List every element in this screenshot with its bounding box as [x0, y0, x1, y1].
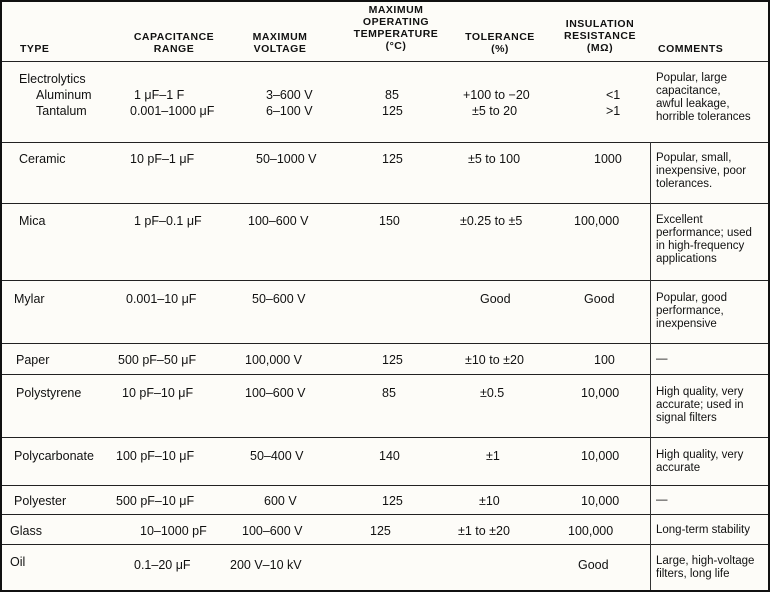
comment-line: performance; used [656, 227, 752, 239]
row-divider [2, 61, 768, 62]
type-cell: Mylar [14, 292, 45, 306]
row-divider [2, 514, 768, 515]
capacitance-cell: 10 pF–10 μF [122, 386, 194, 400]
row-divider [2, 437, 768, 438]
temperature-cell: 150 [379, 214, 400, 228]
comment-line: horrible tolerances [656, 111, 751, 123]
voltage-cell: 100–600 V [248, 214, 309, 228]
header-voltage [240, 31, 320, 55]
capacitance-cell: 0.001–1000 μF [130, 104, 215, 118]
insulation-cell: >1 [606, 104, 621, 118]
header-type-text: TYPE [20, 43, 50, 55]
header-temperature-line: (°C) [385, 40, 407, 52]
voltage-cell: 100,000 V [245, 353, 302, 367]
comment-line: filters, long life [656, 568, 730, 580]
type-cell: Polystyrene [16, 386, 82, 400]
comments-cell [656, 353, 768, 366]
temperature-cell: 125 [382, 104, 403, 118]
header-insulation-line: RESISTANCE [564, 30, 636, 42]
header-temperature-line: MAXIMUM [368, 4, 424, 16]
row-divider [2, 374, 768, 375]
capacitance-cell: 500 pF–50 μF [118, 353, 197, 367]
comment-line: performance, [656, 305, 724, 317]
comment-line: tolerances. [656, 178, 713, 190]
comment-line: Popular, large [656, 72, 727, 84]
header-voltage-line: VOLTAGE [253, 43, 307, 55]
header-capacitance [120, 31, 228, 55]
voltage-cell: 50–600 V [252, 292, 306, 306]
header-temperature [350, 4, 442, 52]
comment-line: Large, high-voltage [656, 555, 755, 567]
comment-line: Popular, small, [656, 152, 732, 164]
header-tolerance [454, 31, 546, 55]
type-cell: Oil [10, 555, 26, 569]
row-divider [2, 343, 768, 344]
type-cell: Polycarbonate [14, 449, 94, 463]
row-divider [2, 142, 768, 143]
insulation-cell: 10,000 [581, 386, 620, 400]
type-cell: Polyester [14, 494, 67, 508]
tolerance-cell: +100 to −20 [463, 88, 530, 102]
comments-cell [656, 152, 768, 191]
type-cell: Paper [16, 353, 50, 367]
voltage-cell: 50–1000 V [256, 152, 317, 166]
comments-column-divider [650, 142, 651, 590]
row-divider [2, 544, 768, 545]
voltage-cell: 50–400 V [250, 449, 304, 463]
header-voltage-line: MAXIMUM [252, 31, 308, 43]
comment-line: Long-term stability [656, 524, 750, 536]
tolerance-cell: ±10 [479, 494, 500, 508]
header-temperature-line: TEMPERATURE [353, 28, 439, 40]
capacitance-cell: 0.001–10 μF [126, 292, 197, 306]
voltage-cell: 600 V [264, 494, 297, 508]
type-cell: Glass [10, 524, 42, 538]
row-divider [2, 203, 768, 204]
comments-cell [656, 72, 768, 124]
type-cell: Mica [19, 214, 46, 228]
voltage-cell: 6–100 V [266, 104, 313, 118]
type-cell: Electrolytics [19, 72, 86, 86]
insulation-cell: 10,000 [581, 449, 620, 463]
comments-cell [656, 292, 768, 331]
comments-cell [656, 386, 768, 425]
row-divider [2, 485, 768, 486]
header-tolerance-line: (%) [491, 43, 509, 55]
comment-line: capacitance, [656, 85, 721, 97]
comments-cell [656, 524, 768, 537]
comment-line: inexpensive, poor [656, 165, 747, 177]
subtype-cell: Aluminum [36, 88, 92, 102]
comment-line: Popular, good [656, 292, 727, 304]
comment-line: inexpensive [656, 318, 717, 330]
insulation-cell: Good [584, 292, 615, 306]
header-tolerance-line: TOLERANCE [465, 31, 535, 43]
comment-line: accurate; used in [656, 399, 744, 411]
comment-line: signal filters [656, 412, 717, 424]
tolerance-cell: ±0.5 [480, 386, 505, 400]
temperature-cell: 125 [382, 353, 403, 367]
temperature-cell: 85 [382, 386, 396, 400]
header-insulation-line: (MΩ) [586, 42, 614, 54]
insulation-cell: 100,000 [568, 524, 614, 538]
comments-cell [656, 214, 768, 266]
tolerance-cell: Good [480, 292, 511, 306]
temperature-cell: 140 [379, 449, 400, 463]
insulation-cell: <1 [606, 88, 621, 102]
temperature-cell: 125 [370, 524, 391, 538]
comment-line: High quality, very [656, 449, 744, 461]
insulation-cell: Good [578, 558, 609, 572]
voltage-cell: 100–600 V [242, 524, 303, 538]
header-capacitance-line: RANGE [153, 43, 195, 55]
comment-line: in high-frequency [656, 240, 745, 252]
header-comments-text: COMMENTS [658, 43, 724, 55]
temperature-cell: 125 [382, 152, 403, 166]
tolerance-cell: ±5 to 20 [472, 104, 518, 118]
comment-line: — [656, 353, 668, 365]
header-insulation [554, 18, 646, 54]
temperature-cell: 125 [382, 494, 403, 508]
comment-line: Excellent [656, 214, 703, 226]
capacitance-cell: 500 pF–10 μF [116, 494, 195, 508]
comment-line: High quality, very [656, 386, 744, 398]
capacitance-cell: 0.1–20 μF [134, 558, 191, 572]
header-comments [658, 43, 723, 55]
type-cell: Ceramic [19, 152, 66, 166]
voltage-cell: 200 V–10 kV [230, 558, 302, 572]
tolerance-cell: ±5 to 100 [468, 152, 521, 166]
voltage-cell: 3–600 V [266, 88, 313, 102]
comments-cell [656, 494, 768, 507]
capacitance-cell: 10–1000 pF [140, 524, 207, 538]
voltage-cell: 100–600 V [245, 386, 306, 400]
temperature-cell: 85 [385, 88, 399, 102]
header-capacitance-line: CAPACITANCE [133, 31, 215, 43]
comment-line: applications [656, 253, 717, 265]
comments-cell [656, 555, 768, 581]
header-temperature-line: OPERATING [362, 16, 430, 28]
header-insulation-line: INSULATION [565, 18, 635, 30]
insulation-cell: 1000 [594, 152, 622, 166]
comment-line: — [656, 494, 668, 506]
tolerance-cell: ±10 to ±20 [465, 353, 524, 367]
tolerance-cell: ±1 to ±20 [458, 524, 510, 538]
row-divider [2, 280, 768, 281]
insulation-cell: 100,000 [574, 214, 620, 228]
capacitance-cell: 10 pF–1 μF [130, 152, 195, 166]
insulation-cell: 100 [594, 353, 615, 367]
comment-line: awful leakage, [656, 98, 730, 110]
insulation-cell: 10,000 [581, 494, 620, 508]
comment-line: accurate [656, 462, 701, 474]
capacitance-cell: 100 pF–10 μF [116, 449, 195, 463]
tolerance-cell: ±1 [486, 449, 500, 463]
capacitance-cell: 1 pF–0.1 μF [134, 214, 202, 228]
tolerance-cell: ±0.25 to ±5 [460, 214, 523, 228]
header-type [20, 43, 49, 55]
comments-cell [656, 449, 768, 475]
capacitance-cell: 1 μF–1 F [134, 88, 185, 102]
subtype-cell: Tantalum [36, 104, 87, 118]
